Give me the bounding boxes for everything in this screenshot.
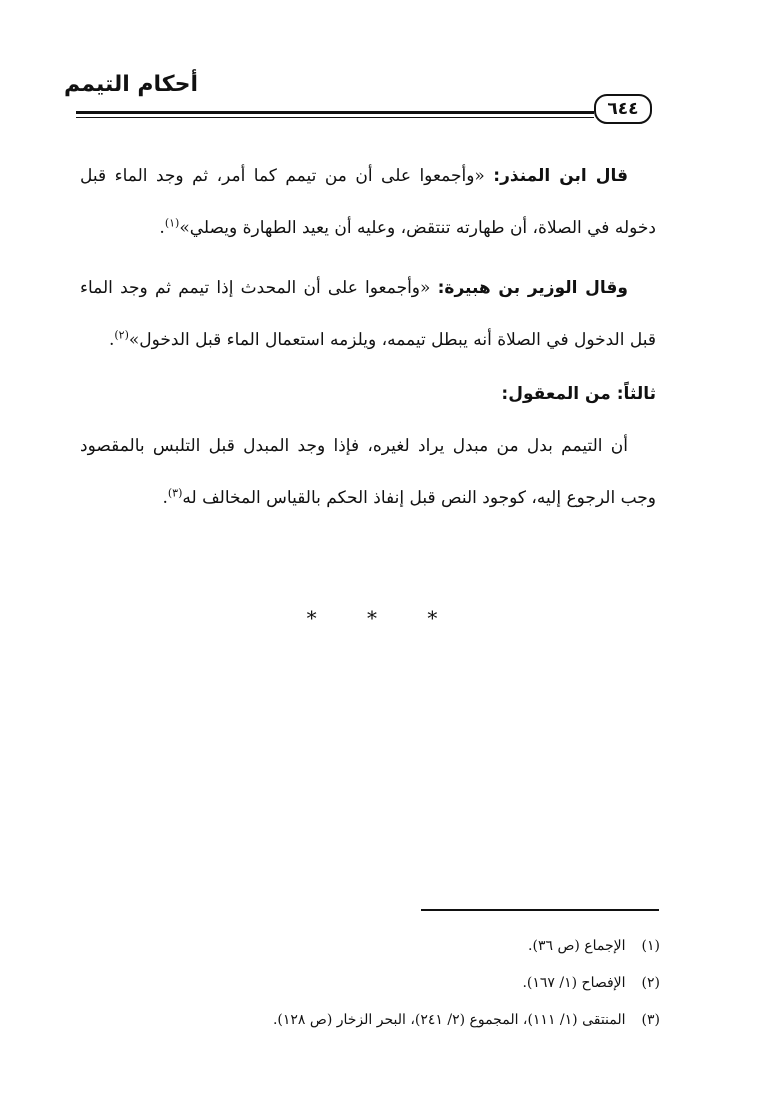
section-separator-stars: * * * (306, 606, 460, 630)
footnote-ref: (٣) (167, 486, 183, 500)
footnote-number: (٢) (641, 975, 660, 991)
footnote-text: الإفصاح (١/ ١٦٧). (522, 975, 626, 991)
footnote-text: المنتقى (١/ ١١١)، المجموع (٢/ ٢٤١)، البحر الزخار (ص ١٢٨). (272, 1012, 626, 1028)
footnote-ref: (٢) (114, 328, 129, 342)
footnote-item (140, 1002, 660, 1039)
paragraph-text: «وأجمعوا على أن من تيمم كما أمر، ثم وجد الماء قبل دخوله في الصلاة، أن طهارته تنتقض، وعليه أن يعيد الطهارة ويصلي» (80, 166, 656, 238)
footnote-number: (٣) (641, 1012, 660, 1028)
paragraph-text: أن التيمم بدل من مبدل يراد لغيره، فإذا وجد المبدل قبل التلبس بالمقصود وجب الرجوع إليه، كوجود النص قبل إنفاذ الحكم بالقياس المخالف له (80, 436, 656, 508)
paragraph-ibn-al-mundhir: قال ابن المنذر: «وأجمعوا على أن من تيمم كما أمر، ثم وجد الماء قبل دخوله في الصلاة، أن طهارته تنتقض، وعليه أن يعيد الطهارة ويصلي»$^{(١)}$. (80, 166, 656, 238)
paragraph-lead: وقال الوزير بن هبيرة: (437, 278, 628, 298)
footnotes (140, 928, 660, 1039)
main-text (80, 150, 656, 524)
header-rule-thin (76, 117, 594, 118)
paragraph-lead: قال ابن المنذر: (493, 166, 628, 186)
footnote-item (140, 928, 660, 965)
section-heading: ثالثاً: من المعقول: (501, 384, 656, 404)
footnote-number: (١) (641, 938, 660, 954)
paragraph-text: «وأجمعوا على أن المحدث إذا تيمم ثم وجد الماء قبل الدخول في الصلاة أنه يبطل تيممه، ويلزمه استعمال الماء قبل الدخول» (80, 278, 656, 350)
page-number: ٦٤٤ (594, 94, 652, 124)
paragraph-ibn-hubayra: وقال الوزير بن هبيرة: «وأجمعوا على أن المحدث إذا تيمم ثم وجد الماء قبل الدخول في الصلاة أنه يبطل تيممه، ويلزمه استعمال الماء قبل الدخول»$^{(٢)}$. (80, 278, 656, 350)
footnote-ref: (١) (164, 216, 180, 230)
header-rule-thick (76, 111, 594, 114)
footnote-rule (421, 909, 659, 911)
footnote-item (140, 965, 660, 1002)
footnote-text: الإجماع (ص ٣٦). (528, 938, 626, 954)
paragraph-reasoning: أن التيمم بدل من مبدل يراد لغيره، فإذا وجد المبدل قبل التلبس بالمقصود وجب الرجوع إليه، كوجود النص قبل إنفاذ الحكم بالقياس المخالف له$^{(٣)}$. (80, 436, 656, 508)
running-head-title: أحكام التيمم (64, 72, 198, 97)
